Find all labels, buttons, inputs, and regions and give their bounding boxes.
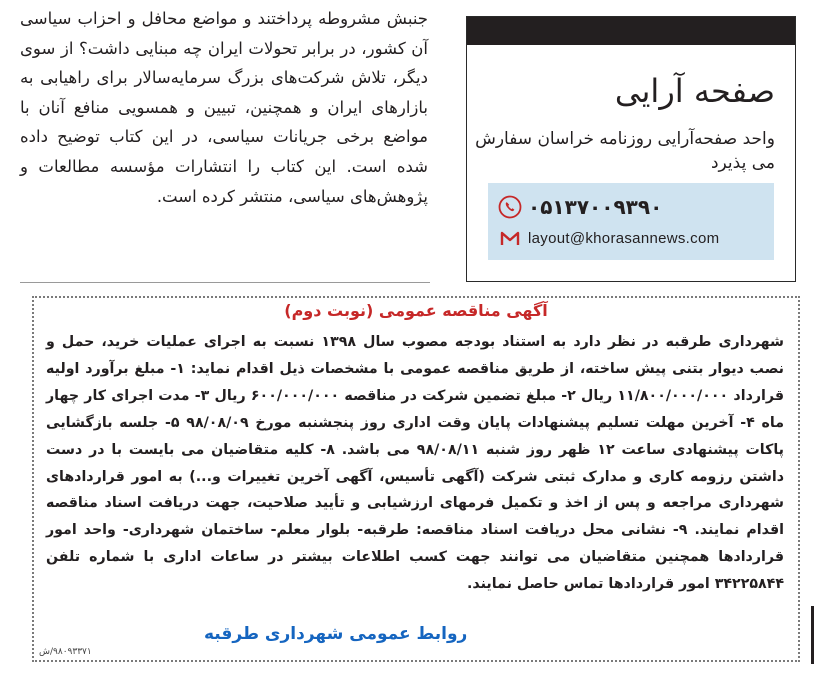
email-row xyxy=(500,230,719,247)
article-text: جنبش مشروطه پرداختند و مواضع محافل و احزاب سیاسی آن کشور، در برابر تحولات ایران چه مبنایی داشت؟ از سوی دیگر، تلاش شرکت‌های بزرگ سرمایه‌سالار برای راهیابی به بازارهای ایران و همچنین، تبیین و همسویی منافع آنان با مواضع برخی جریانات سیاسی، در این کتاب توضیح داده شده است. این کتاب را انتشارات مؤسسه مطالعات و پژوهش‌های سیاسی، منتشر کرده است. xyxy=(20,9,428,206)
notice-body: شهرداری طرقبه در نظر دارد به استناد بودجه مصوب سال ۱۳۹۸ نسبت به اجرای عملیات خرید، حمل و نصب دیوار بتنی پیش ساخته، از طریق مناقصه عمومی با مشخصات ذیل اقدام نماید: ۱- مبلغ برآورد اولیه قرارداد ۱۱/۸۰۰/۰۰۰/۰۰۰ ریال ۲- مبلغ تضمین شرکت در مناقصه ۶۰۰/۰۰۰/۰۰۰ ریال ۳- مدت اجرای کار چهار ماه ۴- آخرین مهلت تسلیم پیشنهادات پایان وقت اداری روز پنجشنبه مورخ ۹۸/۰۸/۰۹ ۵- جلسه بازگشایی پاکات پیشنهادی ساعت ۱۲ ظهر روز شنبه ۹۸/۰۸/۱۱ می باشد. ۸- کلیه متقاضیان می بایست با در دست داشتن رزومه کاری و مدارک ثبتی شرکت (آگهی تأسیس، آگهی آخرین تغییرات و...) به امور قراردادهای شهرداری مراجعه و پس از اخذ و تکمیل فرمهای ارزشیابی و تأیید صلاحیت، جهت دریافت اسناد مناقصه اقدام نمایند. ۹- نشانی محل دریافت اسناد مناقصه: طرقبه- بلوار معلم- ساختمان شهرداری- واحد امور قراردادها همچنین متقاضیان می توانند جهت کسب اطلاعات بیشتر در ساعات اداری با شماره تلفن ۳۴۲۲۵۸۴۴ امور قراردادها تماس حاصل نمایند. xyxy=(46,334,785,593)
ad-title: صفحه آرایی xyxy=(614,72,775,110)
notice-code: ۹۸۰۹۳۳۷۱/ش xyxy=(39,647,92,657)
contact-box xyxy=(488,183,774,260)
email-address: layout@khorasannews.com xyxy=(528,230,720,247)
ad-header-bar xyxy=(467,17,795,45)
phone-row xyxy=(498,195,662,219)
notice-title: آگهی مناقصه عمومی (نوبت دوم) xyxy=(284,301,548,320)
page-edge-mark xyxy=(811,606,814,664)
notice-signature: روابط عمومی شهرداری طرقبه xyxy=(204,624,468,644)
article-divider xyxy=(20,282,430,283)
phone-icon xyxy=(498,195,522,219)
phone-number: ۰۵۱۳۷۰۰۹۳۹۰ xyxy=(528,195,663,219)
tender-notice xyxy=(32,296,800,662)
ad-description: واحد صفحه‌آرایی روزنامه خراسان سفارش می پذیرد xyxy=(475,129,775,173)
mail-icon xyxy=(500,231,520,247)
layout-service-ad xyxy=(466,16,796,282)
